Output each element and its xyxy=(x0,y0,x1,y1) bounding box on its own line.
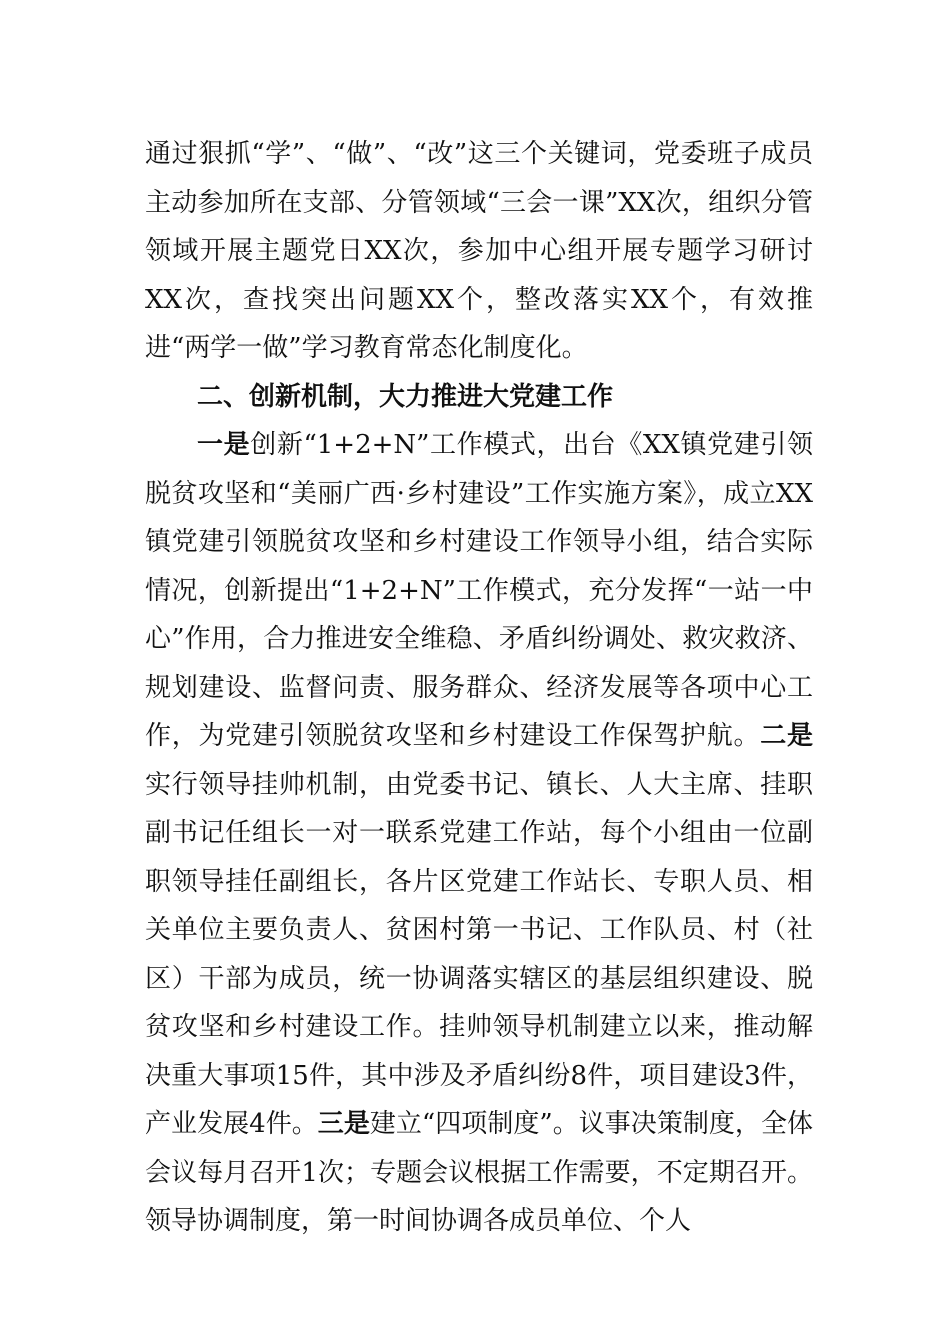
lead-third: 三是 xyxy=(317,1109,370,1139)
text-second: 实行领导挂帅机制，由党委书记、镇长、人大主席、挂职副书记任组长一对一联系党建工作站，每个小组由一位副职领导挂任副组长，各片区党建工作站长、专职人员、相关单位主要负责人、贫困村第一书记、工作队员、村（社区）干部为成员，统一协调落实辖区的基层组织建设、脱贫攻坚和乡村建设工作。挂帅领导机制建立以来，推动解决重大事项15件，其中涉及矛盾纠纷8件，项目建设3件，产业发展4件。 xyxy=(145,769,813,1139)
section-heading-innovation: 二、创新机制，大力推进大党建工作 xyxy=(197,381,614,412)
text-first: 创新“1+2+N”工作模式，出台《XX镇党建引领脱贫攻坚和“美丽广西·乡村建设”工作实施方案》，成立XX镇党建引领脱贫攻坚和乡村建设工作领导小组，结合实际情况，创新提出“1+2+N”工作模式，充分发挥“一站一中心”作用，合力推进安全维稳、矛盾纠纷调处、救灾救济、规划建设、监督问责、服务群众、经济发展等各项中心工作，为党建引领脱贫攻坚和乡村建设工作保驾护航。 xyxy=(145,430,813,751)
lead-second: 二是 xyxy=(760,721,813,751)
text-third: 建立“四项制度”。议事决策制度，全体会议每月召开1次；专题会议根据工作需要，不定期召开。领导协调制度，第一时间协调各成员单位、个人 xyxy=(145,1109,813,1236)
paragraph-mechanism xyxy=(145,421,813,1246)
document-body xyxy=(145,130,813,1246)
lead-first: 一是 xyxy=(197,430,251,460)
paragraph-study-summary: 通过狠抓“学”、“做”、“改”这三个关键词，党委班子成员主动参加所在支部、分管领域“三会一课”XX次，组织分管领域开展主题党日XX次，参加中心组开展专题学习研讨XX次，查找突出问题XX个，整改落实XX个，有效推进“两学一做”学习教育常态化制度化。 xyxy=(145,139,813,363)
